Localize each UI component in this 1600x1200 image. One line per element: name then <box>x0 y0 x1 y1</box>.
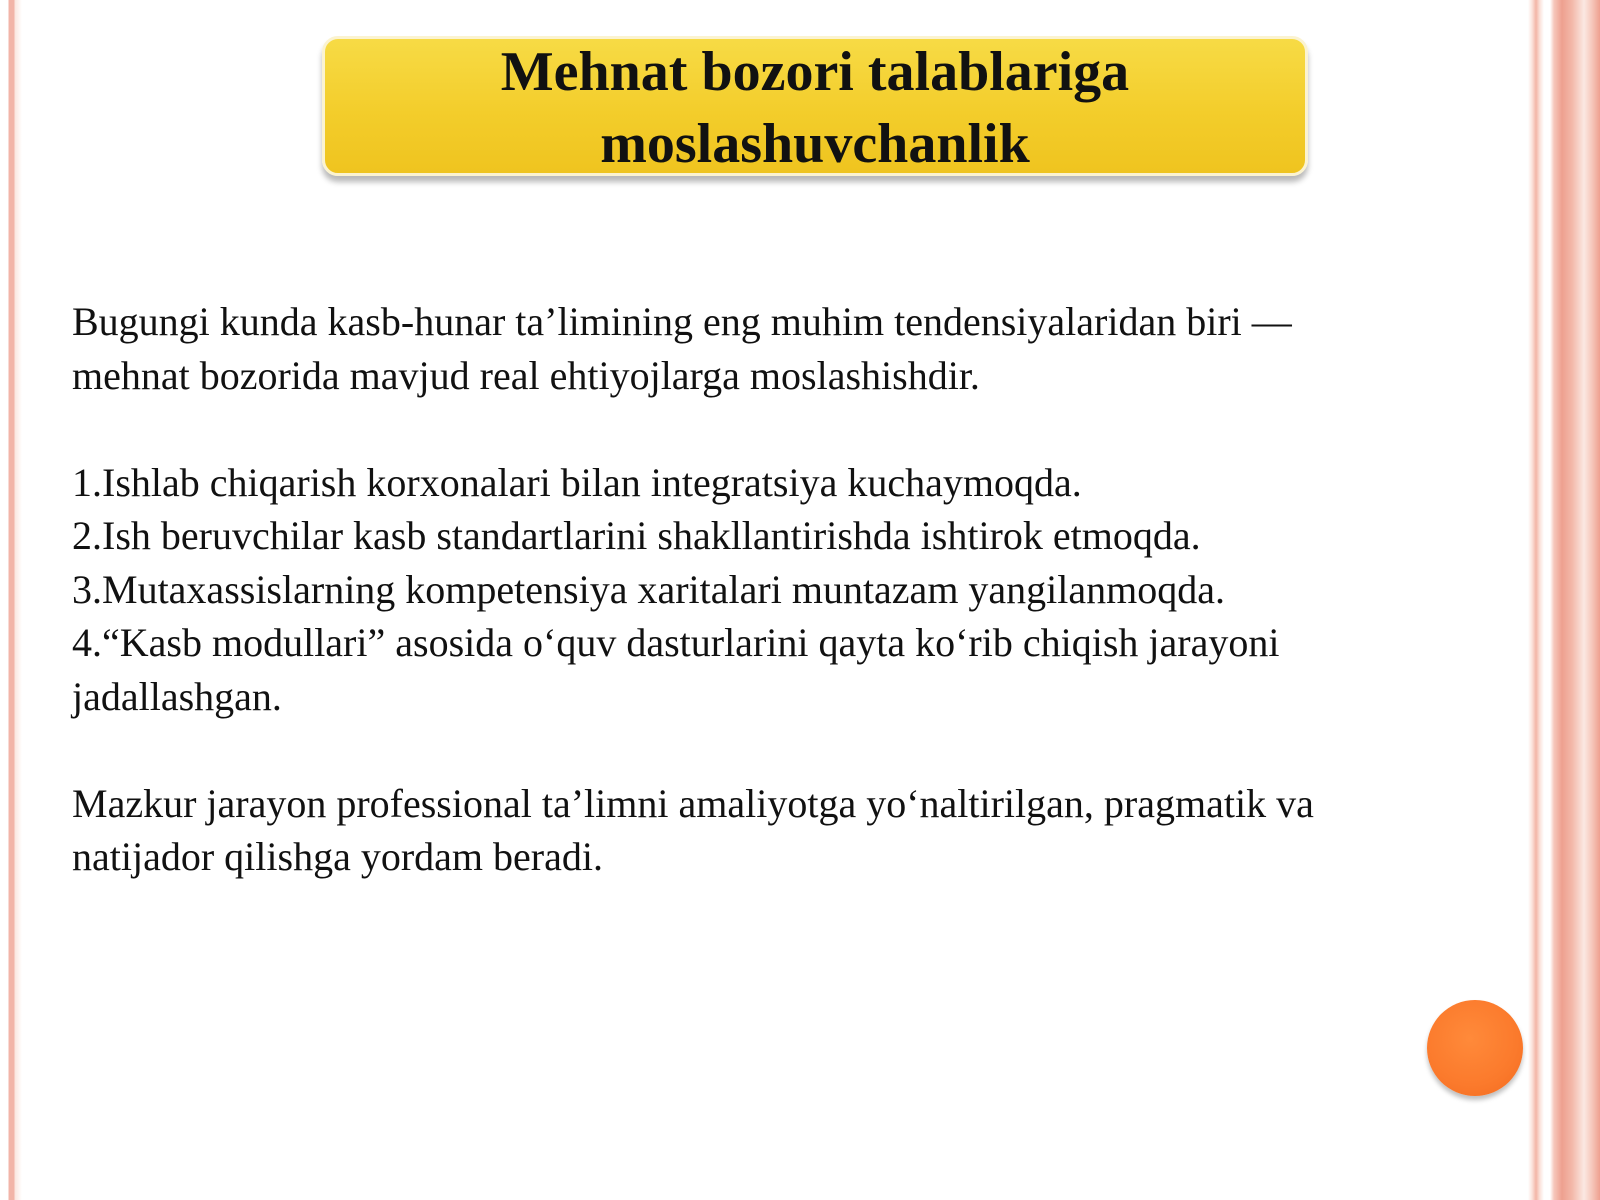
title-banner <box>322 36 1308 176</box>
list-item-4-line-1: 4.“Kasb modullari” asosida o‘quv dasturlarini qayta ko‘rib chiqish jarayoni <box>72 620 1280 665</box>
right-decorative-border <box>1528 0 1600 1200</box>
conclusion-line-1: Mazkur jarayon professional ta’limni amaliyotga yo‘naltirilgan, pragmatik va <box>72 780 1314 826</box>
conclusion-line-2: natijador qilishga yordam beradi. <box>72 834 603 879</box>
left-decorative-border <box>0 0 22 1200</box>
list-item-2: 2.Ish beruvchilar kasb standartlarini shakllantirishda ishtirok etmoqda. <box>72 513 1201 558</box>
slide-title <box>501 36 1129 180</box>
body-text <box>72 295 1472 884</box>
intro-line-2: mehnat bozorida mavjud real ehtiyojlarga moslashishdir. <box>72 352 980 398</box>
intro-line-1: Bugungi kunda kasb-hunar ta’limining eng muhim tendensiyalaridan biri — <box>72 299 1292 344</box>
orange-circle-decoration <box>1427 1000 1523 1096</box>
list-item-3: 3.Mutaxassislarning kompetensiya xaritalari muntazam yangilanmoqda. <box>72 566 1226 612</box>
list-item-4-line-2: jadallashgan. <box>72 673 282 719</box>
title-line-1: Mehnat bozori talablariga <box>500 41 1130 103</box>
paragraph-spacer <box>72 723 1472 777</box>
paragraph-spacer <box>72 402 1472 456</box>
title-line-2: moslashuvchanlik <box>600 113 1030 175</box>
list-item-1: 1.Ishlab chiqarish korxonalari bilan integratsiya kuchaymoqda. <box>72 459 1082 505</box>
